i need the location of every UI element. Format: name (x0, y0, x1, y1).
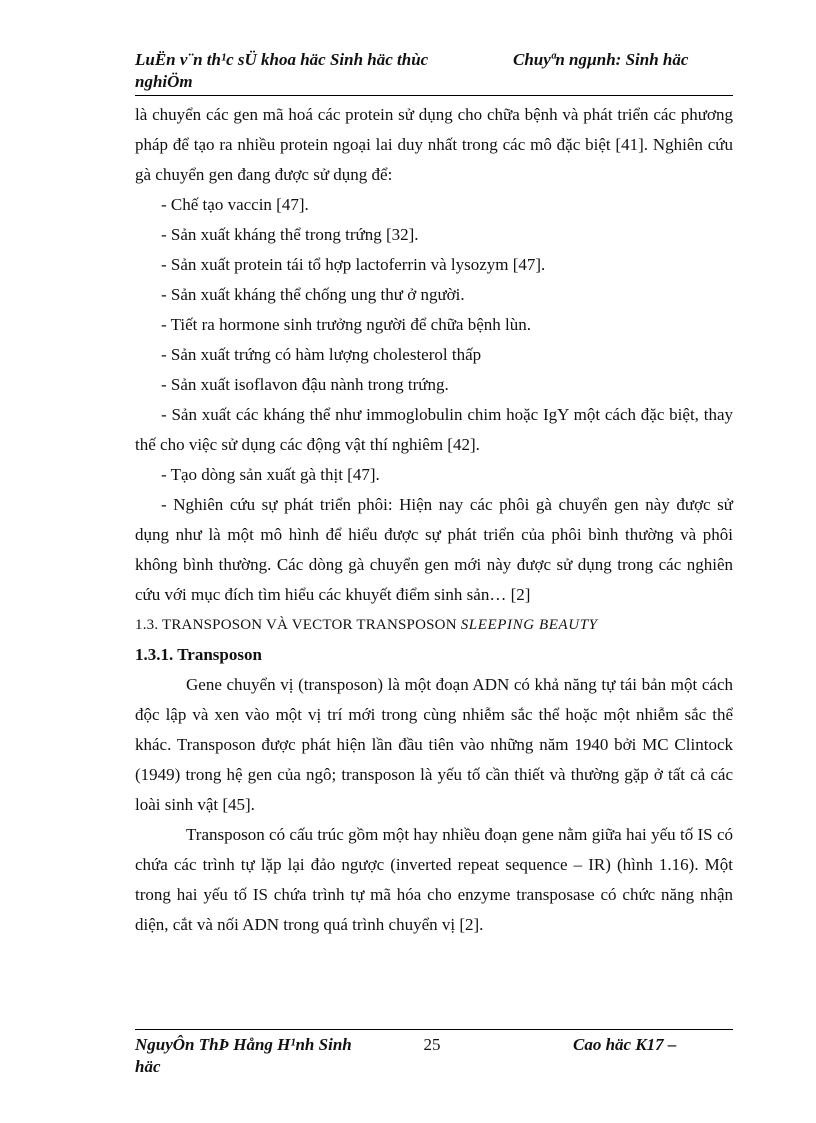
paragraph-intro: là chuyển các gen mã hoá các protein sử dụng cho chữa bệnh và phát triển các phương pháp để tạo ra nhiều protein ngoại lai duy nhất trong các mô đặc biệt [41]. Nghiên cứu gà chuyển gen đang được sử dụng để: (135, 105, 733, 184)
paragraph-transposon-definition: Gene chuyển vị (transposon) là một đoạn ADN có khả năng tự tái bản một cách độc lập và xen vào một vị trí mới trong cùng nhiễm sắc thể hoặc một nhiễm sắc thể khác. Transposon được phát hiện lần đầu tiên vào những năm 1940 bởi MC Clintock (1949) trong hệ gen của ngô; transposon là yếu tố cần thiết và thường gặp ở tất cả các loài sinh vật [45]. (135, 675, 733, 814)
list-item: - Sản xuất kháng thể chống ung thư ở người. (161, 285, 465, 304)
header-major: Chuyªn ngµnh: Sinh häc (513, 50, 689, 69)
list-item: - Chế tạo vaccin [47]. (161, 195, 309, 214)
header-divider (135, 95, 733, 96)
section-heading-prefix: 1.3. TRANSPOSON VÀ VECTOR TRANSPOSON (135, 617, 461, 633)
footer-author: NguyÔn ThÞ Hång H¹nh Sinh häc (135, 1035, 352, 1076)
header-thesis-title: LuËn v¨n th¹c sÜ khoa häc Sinh häc thùc nghiÖm (135, 50, 429, 91)
section-heading-italic: SLEEPING BEAUTY (460, 617, 598, 633)
page-number: 25 (423, 1035, 441, 1054)
section-heading (135, 610, 733, 640)
list-item: - Sản xuất các kháng thể như immoglobulin chim hoặc IgY một cách đặc biệt, thay thế cho việc sử dụng các động vật thí nghiêm [42]. (135, 405, 733, 454)
footer-course: Cao häc K17 – (573, 1035, 677, 1054)
paragraph-transposon-structure: Transposon có cấu trúc gồm một hay nhiều đoạn gene nằm giữa hai yếu tố IS có chứa các trình tự lặp lại đảo ngược (inverted repeat sequence – IR) (hình 1.16). Một trong hai yếu tố IS chứa trình tự mã hóa cho enzyme transposase có chức năng nhận diện, cắt và nối ADN trong quá trình chuyển vị [2]. (135, 825, 733, 934)
list-item: - Sản xuất protein tái tổ hợp lactoferrin và lysozym [47]. (161, 255, 546, 274)
list-item: - Sản xuất isoflavon đậu nành trong trứng. (161, 375, 449, 394)
list-item: - Sản xuất trứng có hàm lượng cholesterol thấp (161, 345, 482, 364)
subsection-heading: 1.3.1. Transposon (135, 645, 262, 664)
page-body (135, 100, 733, 940)
list-item: - Tiết ra hormone sinh trưởng người để chữa bệnh lùn. (161, 315, 531, 334)
list-item: - Tạo dòng sản xuất gà thịt [47]. (161, 465, 380, 484)
list-item: - Nghiên cứu sự phát triển phôi: Hiện nay các phôi gà chuyển gen này được sử dụng như là một mô hình để hiểu được sự phát triển của phôi bình thường và phôi không bình thường. Các dòng gà chuyển gen mới này được sử dụng trong các nghiên cứu với mục đích tìm hiểu các khuyết điểm sinh sản… [2] (135, 495, 733, 604)
list-item: - Sản xuất kháng thể trong trứng [32]. (161, 225, 419, 244)
footer-divider (135, 1029, 733, 1030)
